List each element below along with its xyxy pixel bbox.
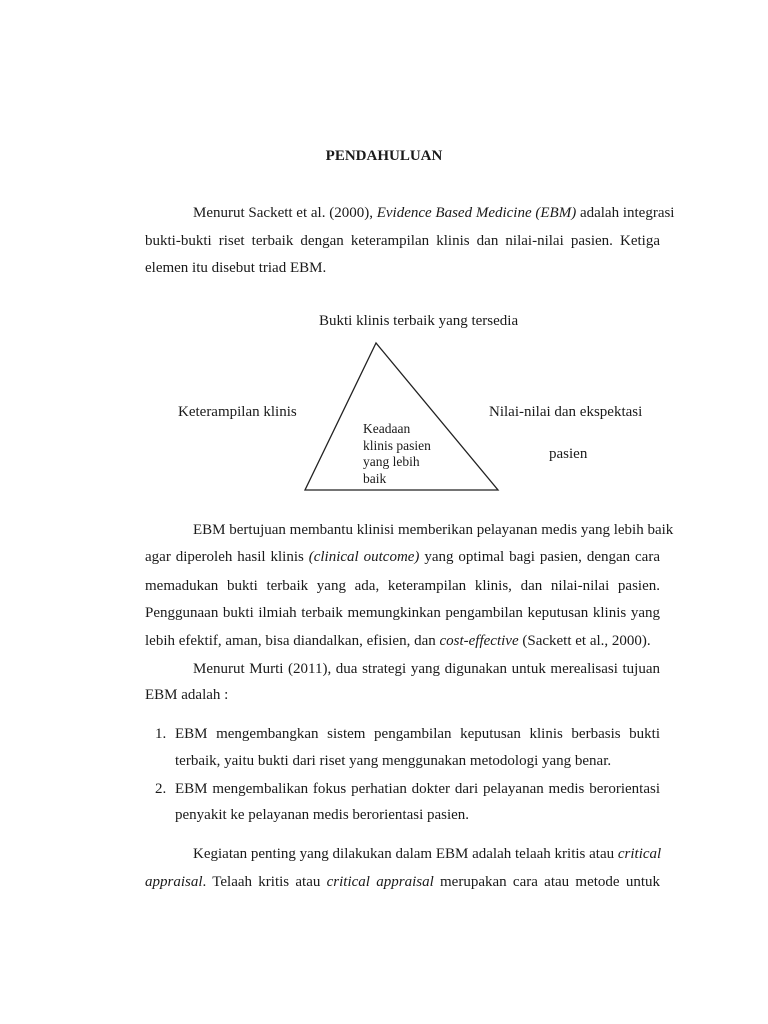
text-run: yang optimal bagi pasien, dengan cara <box>419 549 660 565</box>
list-item-line: penyakit ke pelayanan medis berorientasi pasien. <box>175 807 470 823</box>
center-line: baik <box>363 470 387 486</box>
list-item-line: EBM mengembalikan fokus perhatian dokter dari pelayanan medis berorientasi <box>175 781 660 797</box>
text-run: (Sackett et al., 2000). <box>518 633 651 649</box>
center-line: Keadaan <box>363 421 411 436</box>
italic-term: critical <box>617 846 662 862</box>
text-run: EBM adalah : <box>145 687 229 703</box>
italic-term: Evidence Based Medicine (EBM) <box>376 205 577 221</box>
text-run: EBM bertujuan membantu klinisi memberikan pelayanan medis yang lebih baik <box>193 522 674 538</box>
text-run: adalah integrasi <box>576 205 675 221</box>
diagram-right-label-2: pasien <box>549 446 588 462</box>
text-run: . Telaah kritis atau <box>202 874 327 890</box>
text-run: Penggunaan bukti ilmiah terbaik memungkinkan pengambilan keputusan klinis yang <box>145 605 660 621</box>
italic-term: (clinical outcome) <box>308 549 420 565</box>
list-item-line: EBM mengembangkan sistem pengambilan keputusan klinis berbasis bukti <box>175 726 660 742</box>
text-run: memadukan bukti terbaik yang ada, keterampilan klinis, dan nilai-nilai pasien. <box>145 578 660 594</box>
center-line: yang lebih <box>363 454 420 469</box>
center-line: klinis pasien <box>363 437 431 453</box>
italic-term: critical appraisal <box>326 874 434 890</box>
italic-term: cost-effective <box>439 633 519 649</box>
diagram-top-label: Bukti klinis terbaik yang tersedia <box>319 313 519 329</box>
text-run: Menurut Murti (2011), dua strategi yang digunakan untuk merealisasi tujuan <box>193 661 660 677</box>
diagram-right-label: Nilai-nilai dan ekspektasi <box>489 404 643 420</box>
list-number: 1. <box>155 726 167 742</box>
text-run: merupakan cara atau metode untuk <box>433 874 660 890</box>
text-run: agar diperoleh hasil klinis <box>145 549 309 565</box>
page-title: PENDAHULUAN <box>325 148 443 164</box>
text-run: Kegiatan penting yang dilakukan dalam EBM adalah telaah kritis atau <box>193 846 618 862</box>
list-item-line: terbaik, yaitu bukti dari riset yang menggunakan metodologi yang benar. <box>175 753 612 769</box>
list-number: 2. <box>155 781 167 797</box>
text-run: bukti-bukti riset terbaik dengan keterampilan klinis dan nilai-nilai pasien. Ketiga <box>145 233 660 249</box>
text-run: elemen itu disebut triad EBM. <box>145 260 327 276</box>
text-run: lebih efektif, aman, bisa diandalkan, efisien, dan <box>145 633 440 649</box>
diagram-left-label: Keterampilan klinis <box>178 404 297 420</box>
text-run: Menurut Sackett et al. (2000), <box>193 205 377 221</box>
diagram-center-text <box>363 421 431 487</box>
italic-term: appraisal <box>145 874 203 890</box>
